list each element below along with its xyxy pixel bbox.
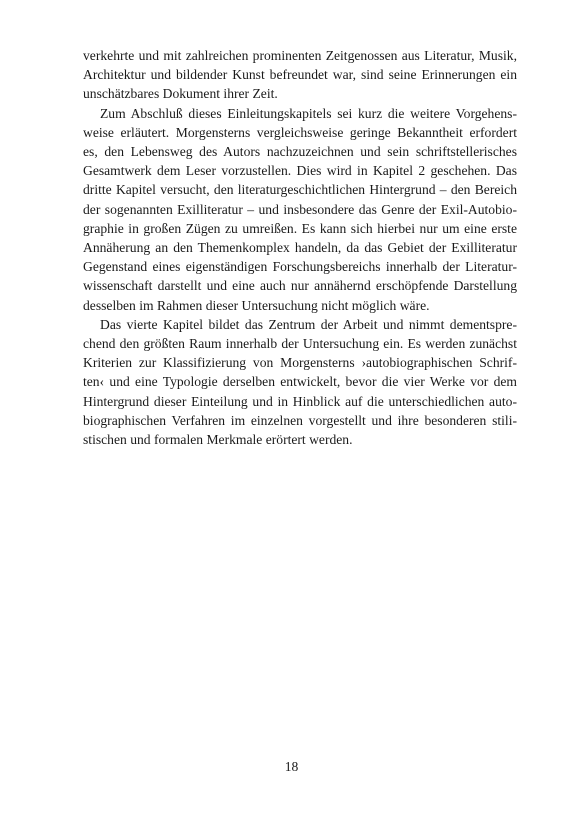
paragraph-1 (83, 46, 517, 104)
text-line: Das vierte Kapitel bildet das Zentrum der Arbeit und nimmt dementspre- (100, 316, 517, 332)
text-line: Hintergrund dieser Einteilung und in Hinblick auf die unterschiedlichen auto- (83, 393, 517, 409)
page-number: 18 (284, 759, 299, 774)
text-line: der sogenannten Exilliteratur – und insbesondere das Genre der Exil-Autobio- (83, 201, 517, 217)
text-line: dritte Kapitel versucht, den literaturgeschichtlichen Hintergrund – den Bereich (83, 182, 517, 198)
text-line: stischen und formalen Merkmale erörtert werden. (83, 432, 353, 448)
text-line: wissenschaft darstellt und eine auch nur annähernd erschöpfende Darstellung (83, 278, 517, 294)
text-line: Gesamtwerk dem Leser vorzustellen. Dies wird in Kapitel 2 geschehen. Das (83, 163, 517, 179)
text-line: Architektur und bildender Kunst befreundet war, sind seine Erinnerungen ein (83, 67, 517, 83)
text-line: chend den größten Raum innerhalb der Untersuchung ein. Es werden zunächst (83, 336, 517, 352)
text-line: Zum Abschluß dieses Einleitungskapitels sei kurz die weitere Vorgehens- (100, 105, 517, 121)
text-line: weise erläutert. Morgensterns vergleichsweise geringe Bekanntheit erfordert (83, 124, 517, 140)
text-line: unschätzbares Dokument ihrer Zeit. (83, 86, 278, 102)
text-line: Gegenstand eines eigenständigen Forschungsbereichs innerhalb der Literatur- (83, 259, 517, 275)
text-line: graphie in großen Zügen zu umreißen. Es kann sich hierbei nur um eine erste (83, 220, 517, 236)
paragraph-3 (83, 315, 517, 449)
text-line: desselben im Rahmen dieser Untersuchung nicht möglich wäre. (83, 297, 430, 313)
text-line: verkehrte und mit zahlreichen prominenten Zeitgenossen aus Literatur, Musik, (83, 48, 517, 63)
text-line: biographischen Verfahren im einzelnen vorgestellt und ihre besonderen stili- (83, 412, 517, 428)
text-line: Annäherung an den Themenkomplex handeln, da das Gebiet der Exilliteratur (83, 240, 517, 256)
text-line: es, den Lebensweg des Autors nachzuzeichnen und sein schriftstellerisches (83, 144, 517, 160)
text-line: ten‹ und eine Typologie derselben entwickelt, bevor die vier Werke vor dem (83, 374, 517, 390)
text-line: Kriterien zur Klassifizierung von Morgensterns ›autobiographischen Schrif- (83, 355, 517, 371)
paragraph-2 (83, 104, 517, 315)
body-text (83, 46, 517, 449)
